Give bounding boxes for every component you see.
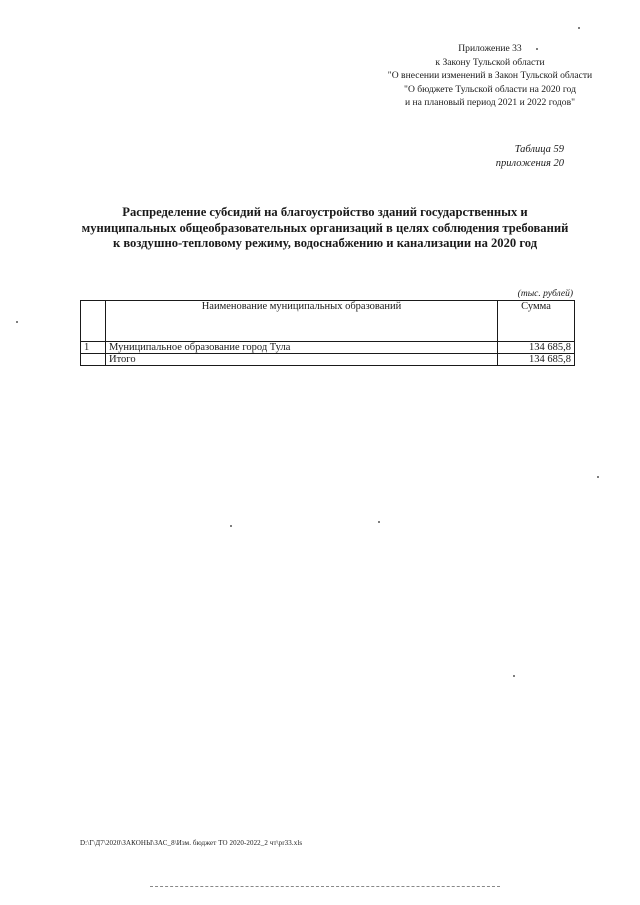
scan-artifact-line <box>150 886 500 887</box>
scan-speck <box>513 675 515 677</box>
unit-label: (тыс. рублей) <box>517 289 573 299</box>
row-name: Итого <box>106 354 498 366</box>
row-sum: 134 685,8 <box>498 342 575 354</box>
title-line: Распределение субсидий на благоустройство зданий государственных и <box>122 205 528 219</box>
scan-speck <box>16 321 18 323</box>
row-name: Муниципальное образование город Тула <box>106 342 498 354</box>
appendix-line: "О внесении изменений в Закон Тульской области <box>387 70 593 81</box>
table-header-row <box>81 301 575 342</box>
table-number: Таблица 59 <box>514 144 564 155</box>
title-line: к воздушно-тепловому режиму, водоснабжению и канализации на 2020 год <box>112 236 538 250</box>
table-appendix: приложения 20 <box>495 157 564 169</box>
scan-speck <box>597 476 599 478</box>
document-title <box>60 205 590 252</box>
appendix-line: к Закону Тульской области <box>435 56 545 68</box>
row-number <box>81 354 106 366</box>
appendix-header <box>340 42 640 110</box>
header-number <box>81 301 106 342</box>
scan-speck <box>536 48 538 50</box>
title-line: муниципальных общеобразовательных организаций в целях соблюдения требований <box>81 220 569 235</box>
appendix-line: "О бюджете Тульской области на 2020 год <box>404 83 576 95</box>
scan-speck <box>578 27 580 29</box>
table-row <box>81 342 575 354</box>
scan-speck <box>378 521 380 523</box>
file-path-footer: D:\Г\Д7\2020\ЗАКОНЫ\ЗАС_8\Изм. бюджет ТО 2020-2022_2 чт\pr33.xls <box>80 839 303 847</box>
row-number: 1 <box>81 342 106 354</box>
subsidy-table <box>80 300 575 366</box>
appendix-line: и на плановый период 2021 и 2022 годов" <box>404 97 576 108</box>
header-name: Наименование муниципальных образований <box>106 301 498 342</box>
scan-speck <box>230 525 232 527</box>
header-sum: Сумма <box>498 301 575 342</box>
appendix-line: Приложение 33 <box>458 43 522 54</box>
table-reference <box>496 143 564 170</box>
table-total-row <box>81 354 575 366</box>
row-sum: 134 685,8 <box>498 354 575 366</box>
